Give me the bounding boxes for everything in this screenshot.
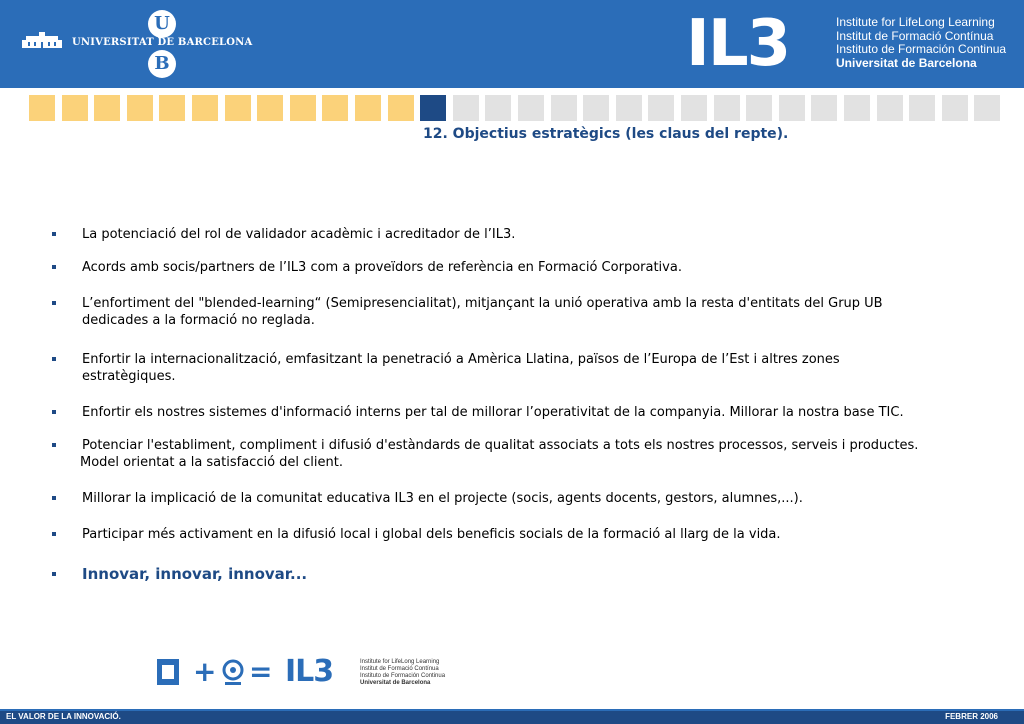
ub-seal-top: U — [148, 10, 176, 38]
il3-logo-line: Instituto de Formación Continua — [836, 42, 1007, 56]
bullet-square-icon — [52, 232, 56, 236]
progress-square-todo — [779, 95, 805, 121]
bullet-text — [82, 437, 982, 471]
progress-square-todo — [453, 95, 479, 121]
il3-footer-line: Institut de Formació Contínua — [360, 666, 439, 672]
bullet-square-icon — [52, 301, 56, 305]
bullet-line: dedicades a la formació no reglada. — [82, 313, 315, 328]
il3-logo-line: Institut de Formació Contínua — [836, 28, 994, 43]
progress-square-todo — [485, 95, 511, 121]
bullet-square-icon — [52, 496, 56, 500]
bullet-square-icon — [52, 572, 56, 576]
bullet-line: L’enfortiment del "blended-learning“ (Semipresencialitat), mitjançant la unió operativa amb la resta d'entitats del Grup UB — [82, 296, 883, 311]
bullet-text — [82, 526, 982, 543]
bullet-line: Model orientat a la satisfacció del client. — [80, 455, 344, 470]
bullet-square-icon — [52, 410, 56, 414]
il3-footer-mark: IL3 — [285, 654, 334, 689]
virtual-logo-icon — [221, 658, 245, 686]
il3-logo-line: Universitat de Barcelona — [836, 55, 977, 70]
ub-mini-logo — [157, 659, 179, 685]
progress-square-done — [388, 95, 414, 121]
progress-square-current — [420, 95, 446, 121]
ub-seal-bottom: B — [148, 50, 176, 78]
progress-square-todo — [681, 95, 707, 121]
progress-square-done — [290, 95, 316, 121]
progress-square-todo — [518, 95, 544, 121]
bullet-line: Participar més activament en la difusió local i global dels beneficis socials de la formació al llarg de la vida. — [82, 527, 781, 542]
progress-square-todo — [877, 95, 903, 121]
il3-logo-line: Institute for LifeLong Learning — [836, 15, 995, 29]
progress-square-todo — [909, 95, 935, 121]
bullet-text — [82, 404, 982, 421]
footer-date: FEBRER 2006 — [945, 712, 998, 721]
footer-logo-equation — [157, 656, 457, 690]
progress-square-done — [225, 95, 251, 121]
bullet-text — [82, 226, 982, 243]
progress-square-todo — [714, 95, 740, 121]
bullet-line: Potenciar l'establiment, compliment i difusió d'estàndards de qualitat associats a tots els nostres processos, serveis i productes. — [82, 438, 919, 453]
slide-progress-bar — [29, 95, 1003, 121]
bullet-text — [82, 565, 982, 583]
ub-name: UNIVERSITAT DE BARCELONA — [72, 37, 253, 48]
bullet-line: Enfortir els nostres sistemes d'informació interns per tal de millorar l’operativitat de la companyia. Millorar la nostra base TIC. — [82, 405, 904, 420]
bullet-text — [82, 295, 982, 329]
bullet-square-icon — [52, 357, 56, 361]
equals-sign: = — [249, 655, 273, 688]
progress-square-todo — [648, 95, 674, 121]
progress-square-todo — [942, 95, 968, 121]
progress-square-done — [159, 95, 185, 121]
header-bar — [0, 0, 1024, 88]
il3-footer-line: Universitat de Barcelona — [360, 680, 431, 686]
progress-square-todo — [811, 95, 837, 121]
progress-square-done — [94, 95, 120, 121]
progress-square-done — [192, 95, 218, 121]
bullet-line: estratègiques. — [82, 369, 176, 384]
il3-footer-line: Institute for LifeLong Learning — [360, 659, 440, 665]
bullet-text — [82, 259, 982, 276]
plus-sign: + — [193, 655, 217, 688]
bullet-square-icon — [52, 265, 56, 269]
bullet-square-icon — [52, 443, 56, 447]
progress-square-todo — [583, 95, 609, 121]
bullet-square-icon — [52, 532, 56, 536]
progress-square-todo — [616, 95, 642, 121]
il3-footer-line: Instituto de Formación Continua — [360, 673, 446, 679]
progress-square-todo — [551, 95, 577, 121]
progress-square-done — [62, 95, 88, 121]
bullet-line: Enfortir la internacionalització, emfasitzant la penetració a Amèrica Llatina, països de l’Europa de l’Est i altres zones — [82, 352, 840, 367]
bullet-line: Acords amb socis/partners de l’IL3 com a proveïdors de referència en Formació Corporativa. — [82, 260, 682, 275]
il3-logo-mark: IL3 — [686, 7, 790, 81]
il3-footer-text — [360, 659, 445, 687]
bullet-line: Millorar la implicació de la comunitat educativa IL3 en el projecte (socis, agents docents, gestors, alumnes,...). — [82, 491, 803, 506]
footer-tagline: EL VALOR DE LA INNOVACIÓ. — [6, 712, 121, 721]
bullet-line: Innovar, innovar, innovar... — [82, 565, 308, 583]
progress-square-done — [127, 95, 153, 121]
progress-square-todo — [746, 95, 772, 121]
progress-square-todo — [844, 95, 870, 121]
bullet-line: La potenciació del rol de validador acadèmic i acreditador de l’IL3. — [82, 227, 516, 242]
progress-square-done — [257, 95, 283, 121]
bullet-text — [82, 351, 982, 385]
slide-title: 12. Objectius estratègics (les claus del repte). — [423, 126, 789, 142]
progress-square-done — [355, 95, 381, 121]
il3-logo-text — [836, 16, 1006, 70]
bullet-text — [82, 490, 982, 507]
progress-square-done — [29, 95, 55, 121]
footer-bar — [0, 709, 1024, 724]
progress-square-done — [322, 95, 348, 121]
progress-square-todo — [974, 95, 1000, 121]
ub-logo — [20, 10, 253, 78]
ub-building-icon — [22, 32, 62, 48]
